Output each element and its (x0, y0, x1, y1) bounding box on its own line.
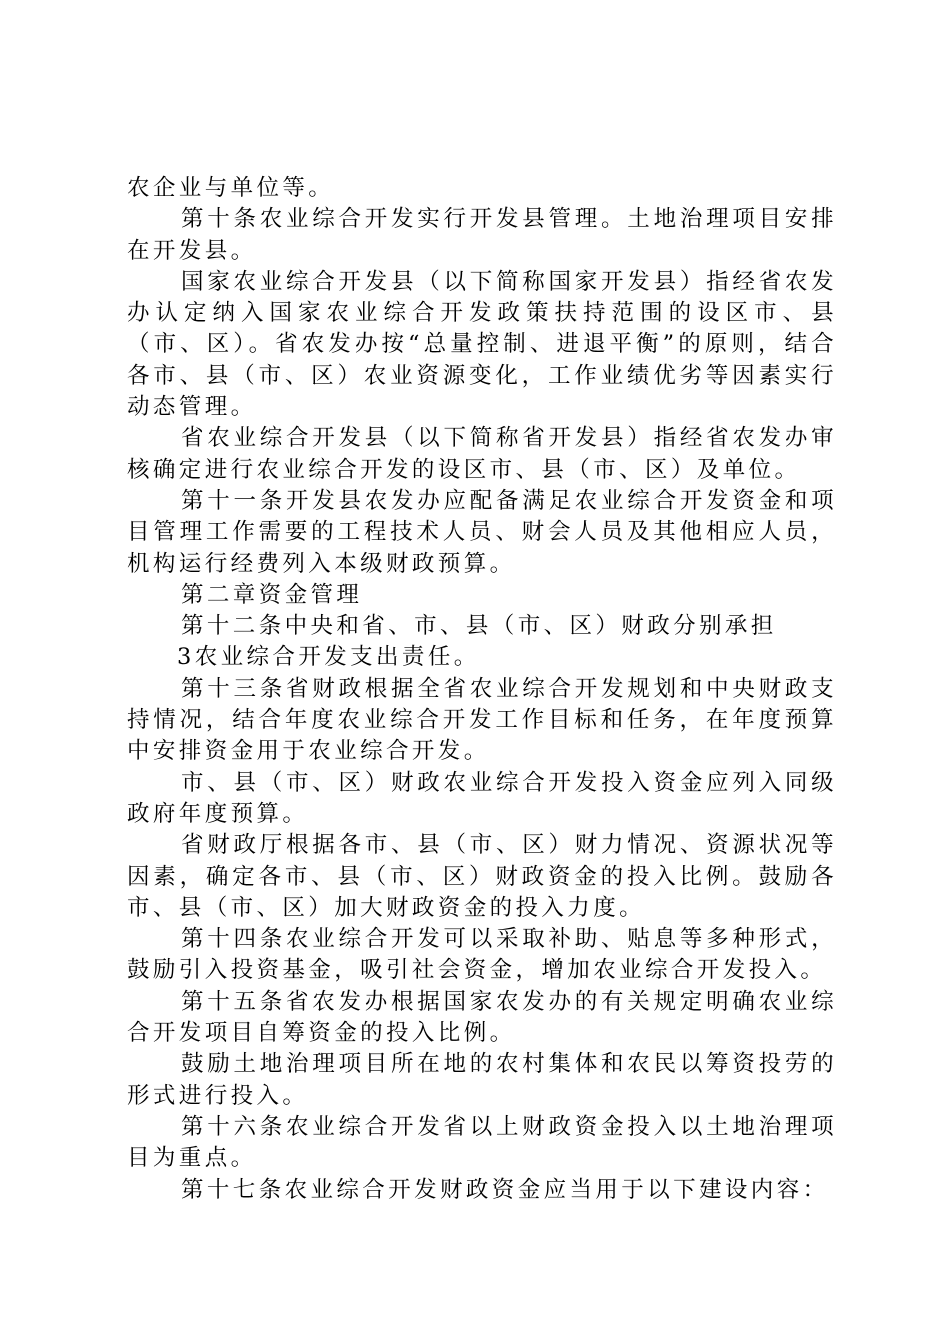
article-10: 第十条农业综合开发实行开发县管理。土地治理项目安排在开发县。 (127, 206, 837, 264)
city-county-budget-paragraph: 市、县（市、区）财政农业综合开发投入资金应列入同级政府年度预算。 (127, 769, 837, 827)
article-13: 第十三条省财政根据全省农业综合开发规划和中央财政支持情况，结合年度农业综合开发工作目标和任务，在年度预算中安排资金用于农业综合开发。 (127, 675, 837, 765)
article-12-continuation: 3农业综合开发支出责任。 (177, 644, 480, 671)
document-body (127, 173, 837, 1206)
chapter-2-heading: 第二章资金管理 (181, 581, 363, 608)
paragraph-continuation: 农企业与单位等。 (127, 175, 335, 201)
article-15: 第十五条省农发办根据国家农发办的有关规定明确农业综合开发项目自筹资金的投入比例。 (127, 988, 837, 1047)
article-12: 第十二条中央和省、市、县（市、区）财政分别承担 (181, 613, 777, 640)
national-development-county-definition: 国家农业综合开发县（以下简称国家开发县）指经省农发办认定纳入国家农业综合开发政策扶持范围的设区市、县（市、区）。省农发办按“总量控制、进退平衡”的原则，结合各市、县（市、区）农业资源变化，工作业绩优劣等因素实行动态管理。 (127, 268, 837, 421)
article-17: 第十七条农业综合开发财政资金应当用于以下建设内容： (181, 1176, 829, 1203)
self-raised-funds-paragraph: 鼓励土地治理项目所在地的农村集体和农民以筹资投劳的形式进行投入。 (127, 1051, 837, 1109)
article-11: 第十一条开发县农发办应配备满足农业综合开发资金和项目管理工作需要的工程技术人员、财会人员及其他相应人员，机构运行经费列入本级财政预算。 (127, 487, 837, 577)
provincial-development-county-definition: 省农业综合开发县（以下简称省开发县）指经省农发办审核确定进行农业综合开发的设区市、县（市、区）及单位。 (127, 425, 837, 483)
article-16: 第十六条农业综合开发省以上财政资金投入以土地治理项目为重点。 (127, 1113, 837, 1172)
article-14: 第十四条农业综合开发可以采取补助、贴息等多种形式，鼓励引入投资基金，吸引社会资金，增加农业综合开发投入。 (127, 926, 837, 984)
investment-ratio-paragraph: 省财政厅根据各市、县（市、区）财力情况、资源状况等因素，确定各市、县（市、区）财政资金的投入比例。鼓励各市、县（市、区）加大财政资金的投入力度。 (127, 832, 837, 921)
